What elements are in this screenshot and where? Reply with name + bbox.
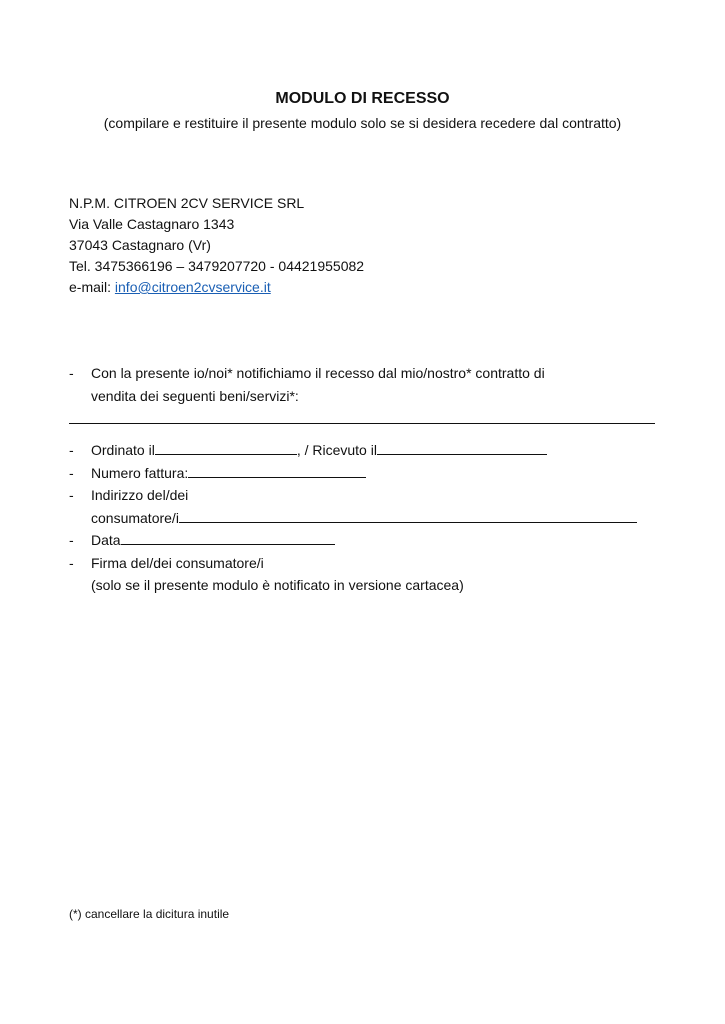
email-label: e-mail:: [69, 279, 112, 295]
invoice-number-field[interactable]: [188, 463, 366, 478]
signature-label: Firma del/dei consumatore/i: [91, 554, 264, 571]
company-name: N.P.M. CITROEN 2CV SERVICE SRL: [69, 195, 305, 211]
received-label: , / Ricevuto il: [296, 442, 377, 458]
list-dash: -: [69, 365, 74, 381]
page-title: MODULO DI RECESSO: [275, 90, 450, 107]
form-fields-list: [69, 439, 659, 597]
ordered-date-field[interactable]: [155, 440, 297, 455]
address-label-line-1: Indirizzo del/dei: [91, 487, 189, 503]
received-date-field[interactable]: [377, 440, 547, 455]
address-label-line-2: consumatore/i: [91, 509, 179, 526]
email-link[interactable]: info@citroen2cvservice.it: [114, 279, 271, 295]
withdrawal-statement: [69, 362, 659, 424]
city-address: 37043 Castagnaro (Vr): [69, 237, 211, 253]
statement-line-1: Con la presente io/noi* notifichiamo il recesso dal mio/nostro* contratto di: [91, 365, 545, 381]
statement-item: [69, 362, 659, 408]
statement-line-2: vendita dei seguenti beni/servizi*:: [91, 388, 299, 404]
footnote: (*) cancellare la dicitura inutile: [69, 907, 230, 921]
list-item: [69, 484, 659, 529]
street-address: Via Valle Castagnaro 1343: [69, 216, 235, 232]
page-subtitle: (compilare e restituire il presente modulo solo se si desidera recedere dal contratto): [103, 115, 622, 131]
consumer-address-field[interactable]: [179, 508, 637, 523]
ordered-label: Ordinato il: [91, 442, 155, 458]
list-dash: -: [69, 532, 74, 548]
list-dash: -: [69, 464, 74, 481]
list-dash: -: [69, 554, 74, 571]
list-item: [69, 529, 659, 552]
list-dash: -: [69, 487, 74, 503]
phone-numbers: Tel. 3475366196 – 3479207720 - 04421955082: [69, 258, 365, 274]
list-dash: -: [69, 442, 74, 458]
list-item: [69, 462, 659, 485]
email-line: [69, 277, 364, 298]
list-item: [69, 552, 659, 597]
recipient-address-block: [69, 193, 364, 298]
date-field[interactable]: [121, 530, 335, 545]
invoice-label: Numero fattura:: [91, 464, 189, 481]
list-item: [69, 439, 659, 462]
date-label: Data: [91, 532, 121, 548]
signature-note: (solo se il presente modulo è notificato in versione cartacea): [91, 577, 464, 593]
